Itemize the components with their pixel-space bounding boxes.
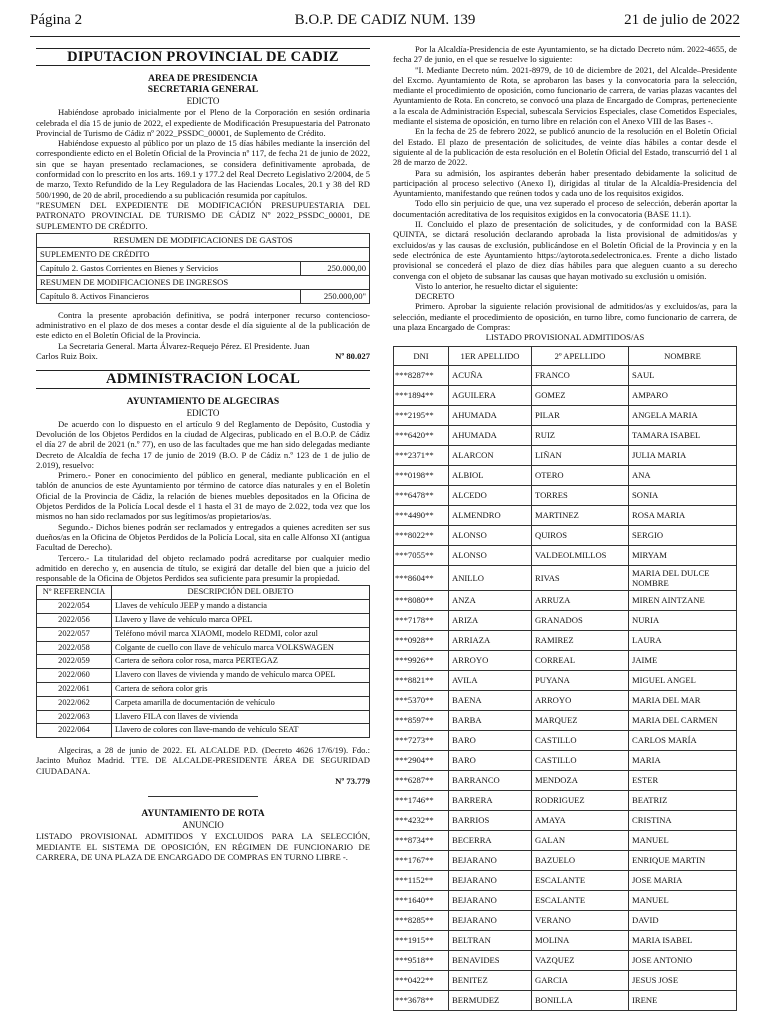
table-row: [394, 525, 737, 545]
table-row: [394, 810, 737, 830]
object-ref: 2022/059: [37, 655, 112, 669]
table-row: [394, 730, 737, 750]
cell-apellido1: ALARCON: [449, 445, 532, 465]
table-row: [394, 505, 737, 525]
table-row: [394, 930, 737, 950]
table-row: [394, 850, 737, 870]
object-ref: 2022/063: [37, 710, 112, 724]
ingresos-row-label: Capítulo 8. Activos Financieros: [37, 289, 301, 303]
ayuntamiento-heading: AYUNTAMIENTO DE ROTA: [141, 809, 265, 820]
gastos-table: [36, 233, 370, 304]
cell-nombre: MARIA: [629, 750, 737, 770]
table-row: [37, 669, 370, 683]
table-row: [394, 830, 737, 850]
paragraph: Para su admisión, los aspirantes deberán haber presentado debidamente la solicitud de participación al proceso selectivo (Anexo I), dirigidas al titular de la Alcaldía-Presidencia del Ayuntamiento, manifestando que reúnen todos y cada uno de los requisitos exigidos.: [393, 167, 737, 199]
cell-apellido2: GRANADOS: [532, 610, 629, 630]
cell-nombre: MIRYAM: [629, 545, 737, 565]
cell-apellido2: ARRUZA: [532, 590, 629, 610]
objects-col-ref: Nº REFERENCIA: [37, 586, 112, 600]
cell-dni: ***0928**: [394, 630, 449, 650]
object-ref: 2022/062: [37, 696, 112, 710]
table-row: [394, 790, 737, 810]
cell-apellido2: GOMEZ: [532, 385, 629, 405]
cell-dni: ***1746**: [394, 790, 449, 810]
object-ref: 2022/056: [37, 613, 112, 627]
cell-apellido1: BARBA: [449, 710, 532, 730]
cell-apellido2: MENDOZA: [532, 770, 629, 790]
cell-apellido1: ANILLO: [449, 565, 532, 590]
cell-nombre: JOSE ANTONIO: [629, 950, 737, 970]
table-row: [394, 890, 737, 910]
paragraph: Segundo.- Dichos bienes podrán ser reclamados y entregados a quienes acrediten ser sus dueños/as en la Oficina de Objetos Perdidos de la Policía Local, sita en calle Alfonso XI (antigua Facultad de Derecho).: [36, 521, 370, 553]
cell-apellido2: ESCALANTE: [532, 890, 629, 910]
gastos-row-label: Capítulo 2. Gastos Corrientes en Bienes y Servicios: [37, 261, 301, 275]
cell-nombre: SONIA: [629, 485, 737, 505]
table-row: [37, 600, 370, 614]
cell-nombre: ANA: [629, 465, 737, 485]
cell-dni: ***4490**: [394, 505, 449, 525]
gastos-subtitle: SUPLEMENTO DE CRÉDITO: [37, 247, 370, 261]
table-row: [394, 365, 737, 385]
cell-apellido2: BAZUELO: [532, 850, 629, 870]
cell-apellido1: BEJARANO: [449, 910, 532, 930]
left-column: [36, 44, 370, 862]
cell-dni: ***8287**: [394, 365, 449, 385]
col-apellido2: 2º APELLIDO: [532, 346, 629, 365]
cell-apellido2: GALAN: [532, 830, 629, 850]
publication-title: B.O.P. DE CADIZ NUM. 139: [294, 12, 476, 28]
cell-dni: ***8080**: [394, 590, 449, 610]
cell-nombre: ANGELA MARIA: [629, 405, 737, 425]
cell-dni: ***0198**: [394, 465, 449, 485]
object-desc: Llavero FILA con llaves de vivienda: [112, 710, 370, 724]
cell-nombre: TAMARA ISABEL: [629, 425, 737, 445]
cell-apellido1: ANZA: [449, 590, 532, 610]
table-row: [394, 405, 737, 425]
cell-apellido2: CASTILLO: [532, 730, 629, 750]
cell-dni: ***2904**: [394, 750, 449, 770]
page-number: Página 2: [30, 12, 83, 28]
table-row: [394, 565, 737, 590]
cell-dni: ***1767**: [394, 850, 449, 870]
cell-dni: ***2195**: [394, 405, 449, 425]
paragraph: Habiéndose expuesto al público por un plazo de 15 días hábiles mediante la inserción del correspondiente edicto en el Boletín Oficial de la Provincia nº 117, de fecha 21 de junio de 2022, sin que se hayan presentado reclamaciones, se considera definitivamente aprobada, de conformidad con lo prescrito en los arts. 169.1 y 177.2 del Real Decreto Legislativo 2/2004, de 5 de marzo, Texto Refundido de la Ley Reguladora de las Haciendas Locales, 20.1 y 38 del RD 500/1990, de 20 de abril, procediendo a su publicación resumida por capítulos.: [36, 138, 370, 200]
table-row: [394, 670, 737, 690]
cell-apellido2: MOLINA: [532, 930, 629, 950]
admitidos-table: [393, 346, 737, 1011]
cell-apellido1: BERMUDEZ: [449, 990, 532, 1010]
cell-nombre: SERGIO: [629, 525, 737, 545]
object-desc: Llavero y llave de vehículo marca OPEL: [112, 613, 370, 627]
table-row: [394, 990, 737, 1010]
area-heading: AREA DE PRESIDENCIA: [148, 74, 258, 85]
cell-apellido2: RAMIREZ: [532, 630, 629, 650]
cell-dni: ***8821**: [394, 670, 449, 690]
paragraph: Primero. Aprobar la siguiente relación provisional de admitidos/as y excluidos/as, para la selección, mediante el procedimiento de oposición, en turno libre, como funcionario de carrera, de una plaza Encargado de Compras:: [393, 301, 737, 333]
cell-apellido1: ALONSO: [449, 525, 532, 545]
cell-dni: ***5370**: [394, 690, 449, 710]
cell-dni: ***6287**: [394, 770, 449, 790]
edicto-heading: EDICTO: [186, 96, 220, 107]
table-row: [394, 445, 737, 465]
cell-apellido1: BARO: [449, 730, 532, 750]
cell-apellido1: BEJARANO: [449, 870, 532, 890]
cell-nombre: CRISTINA: [629, 810, 737, 830]
paragraph: LISTADO PROVISIONAL ADMITIDOS Y EXCLUIDOS PARA LA SELECCIÓN, MEDIANTE EL SISTEMA DE OPOSICIÓN, EN RÉGIMEN DE FUNCIONARIO DE CARRERA, DE UNA PLAZA DE ENCARGADO DE COMPRAS EN TURNO LIBRE -.: [36, 831, 370, 862]
table-row: [394, 610, 737, 630]
cell-apellido2: RODRIGUEZ: [532, 790, 629, 810]
cell-apellido1: ACUÑA: [449, 365, 532, 385]
cell-dni: ***6478**: [394, 485, 449, 505]
cell-apellido1: AHUMADA: [449, 425, 532, 445]
object-ref: 2022/057: [37, 627, 112, 641]
paragraph: Tercero.- La titularidad del objeto reclamado podrá acreditarse por cualquier medio admitido en derecho y, en ausencia de título, se exigirá dar detalle del bien que a juicio del responsable de la Oficina de Objetos Perdidos sea suficiente para presumir la propiedad.: [36, 552, 370, 584]
paragraph: Visto lo anterior, he resuelto dictar el siguiente:: [415, 280, 578, 291]
cell-nombre: MARIA DEL DULCE NOMBRE: [629, 565, 737, 590]
object-ref: 2022/064: [37, 724, 112, 738]
cell-apellido2: VALDEOLMILLOS: [532, 545, 629, 565]
cell-dni: ***7055**: [394, 545, 449, 565]
cell-apellido1: ARIZA: [449, 610, 532, 630]
header-rule: [30, 36, 740, 37]
paragraph: Algeciras, a 28 de junio de 2022. EL ALCALDE P.D. (Decreto 4626 17/6/19). Fdo.: Jacinto Muñoz Madrid. TTE. DE ALCALDE-PRESIDENTE ÁREA DE SEGURIDAD CIUDADANA.: [36, 745, 370, 776]
table-row: [37, 641, 370, 655]
cell-apellido1: AHUMADA: [449, 405, 532, 425]
table-row: [394, 385, 737, 405]
cell-apellido1: ALMENDRO: [449, 505, 532, 525]
cell-dni: ***1152**: [394, 870, 449, 890]
cell-nombre: JAIME: [629, 650, 737, 670]
object-desc: Cartera de señora color gris: [112, 682, 370, 696]
table-row: [37, 696, 370, 710]
cell-apellido2: LIÑAN: [532, 445, 629, 465]
paragraph: Primero.- Poner en conocimiento del público en general, mediante publicación en el tablón de anuncios de este Ayuntamiento por término de catorce días naturales y en el Boletín Oficial de la Provincia de Cádiz, la relación de bienes muebles depositados en la Oficina de Objetos Perdidos de la Policía Local desde el 1 hasta el 31 de mayo de 2.022, toda vez que los mismos no han sido reclamados por sus legítimos/as propietarios/as.: [36, 470, 370, 522]
cell-dni: ***8022**: [394, 525, 449, 545]
separator: [148, 796, 258, 797]
cell-nombre: MANUEL: [629, 890, 737, 910]
cell-apellido1: AVILA: [449, 670, 532, 690]
section-admin-local: ADMINISTRACION LOCAL: [36, 370, 370, 388]
cell-dni: ***0422**: [394, 970, 449, 990]
cell-apellido1: BENAVIDES: [449, 950, 532, 970]
cell-nombre: MARIA ISABEL: [629, 930, 737, 950]
objects-body: [37, 600, 370, 738]
cell-apellido1: BARO: [449, 750, 532, 770]
signature-name: Carlos Ruiz Boix.: [36, 351, 98, 362]
cell-apellido2: AMAYA: [532, 810, 629, 830]
cell-apellido2: ARROYO: [532, 690, 629, 710]
paragraph: II. Concluido el plazo de presentación de solicitudes, y de conformidad con la BASE QUINTA, se dictará resolución declarando aprobada la lista provisional de admitidos/as y excluidos/as y las causas de exclusión, publicándose en el Boletín Oficial de la Provincia y en la sede electrónica de este Ayuntamiento https://aytorota.sedelectronica.es. Frente a dicho listado provisional se concederá el plazo de diez días hábiles para que aleguen cuanto a su derecho convenga con el objeto de subsanar las causas que hayan motivado su exclusión u omisión.: [393, 219, 737, 281]
cell-nombre: ROSA MARIA: [629, 505, 737, 525]
gastos-row-amount: 250.000,00: [301, 261, 370, 275]
table-row: [394, 950, 737, 970]
cell-apellido2: RIVAS: [532, 565, 629, 590]
cell-apellido1: ALBIOL: [449, 465, 532, 485]
table-row: [394, 545, 737, 565]
cell-apellido1: ALCEDO: [449, 485, 532, 505]
table-row: [37, 655, 370, 669]
table-row: [394, 630, 737, 650]
cell-apellido2: TORRES: [532, 485, 629, 505]
object-desc: Teléfono móvil marca XIAOMI, modelo REDMI, color azul: [112, 627, 370, 641]
cell-apellido2: CORREAL: [532, 650, 629, 670]
cell-apellido2: PUYANA: [532, 670, 629, 690]
table-row: [37, 724, 370, 738]
cell-apellido1: BARRERA: [449, 790, 532, 810]
cell-apellido1: BENITEZ: [449, 970, 532, 990]
table-row: [394, 770, 737, 790]
objects-col-desc: DESCRIPCIÓN DEL OBJETO: [112, 586, 370, 600]
cell-apellido2: VERANO: [532, 910, 629, 930]
cell-apellido1: BARRIOS: [449, 810, 532, 830]
ingresos-subtitle: RESUMEN DE MODIFICACIONES DE INGRESOS: [37, 275, 370, 289]
table-row: [394, 870, 737, 890]
cell-nombre: NURIA: [629, 610, 737, 630]
table-row: [394, 425, 737, 445]
cell-nombre: MIGUEL ANGEL: [629, 670, 737, 690]
cell-nombre: MIREN AINTZANE: [629, 590, 737, 610]
cell-dni: ***8597**: [394, 710, 449, 730]
gastos-title: RESUMEN DE MODIFICACIONES DE GASTOS: [37, 233, 370, 247]
cell-dni: ***7273**: [394, 730, 449, 750]
cell-apellido1: ALONSO: [449, 545, 532, 565]
table-row: [394, 590, 737, 610]
table-row: [394, 465, 737, 485]
cell-dni: ***8285**: [394, 910, 449, 930]
cell-apellido2: CASTILLO: [532, 750, 629, 770]
page-header: [30, 12, 740, 34]
object-desc: Cartera de señora color rosa, marca PERTEGAZ: [112, 655, 370, 669]
publication-date: 21 de julio de 2022: [624, 12, 740, 28]
table-row: [37, 682, 370, 696]
cell-apellido1: ARROYO: [449, 650, 532, 670]
cell-apellido2: OTERO: [532, 465, 629, 485]
cell-dni: ***6420**: [394, 425, 449, 445]
paragraph: "RESUMEN DEL EXPEDIENTE DE MODIFICACIÓN PRESUPUESTARIA DEL PATRONATO PROVINCIAL DE TURISMO DE CÁDIZ Nº 2022_PSSDC_00001, DE SUPLEMENTO DE CRÉDITO.: [36, 199, 370, 231]
object-desc: Llavero con llaves de vivienda y mando de vehículo marca OPEL: [112, 669, 370, 683]
secretaria-heading: SECRETARIA GENERAL: [147, 85, 259, 96]
cell-dni: ***9518**: [394, 950, 449, 970]
ayuntamiento-heading: AYUNTAMIENTO DE ALGECIRAS: [126, 396, 280, 407]
section-diputacion: DIPUTACION PROVINCIAL DE CADIZ: [36, 48, 370, 66]
cell-dni: ***1894**: [394, 385, 449, 405]
cell-nombre: SAUL: [629, 365, 737, 385]
cell-nombre: MARIA DEL CARMEN: [629, 710, 737, 730]
table-row: [394, 750, 737, 770]
cell-nombre: MANUEL: [629, 830, 737, 850]
table-row: [37, 627, 370, 641]
table-row: [37, 710, 370, 724]
announcement-number: Nº 73.779: [335, 776, 370, 787]
object-ref: 2022/060: [37, 669, 112, 683]
cell-apellido2: BONILLA: [532, 990, 629, 1010]
cell-dni: ***2371**: [394, 445, 449, 465]
object-ref: 2022/058: [37, 641, 112, 655]
cell-apellido1: BARRANCO: [449, 770, 532, 790]
cell-apellido1: ARRIAZA: [449, 630, 532, 650]
anuncio-heading: ANUNCIO: [182, 820, 224, 831]
paragraph: Todo ello sin perjuicio de que, una vez superado el proceso de selección, deberán aportar la documentación acreditativa de los requisitos exigidos en la convocatoria (BASE 11.1).: [393, 198, 737, 219]
cell-apellido2: QUIROS: [532, 525, 629, 545]
paragraph: En la fecha de 25 de febrero 2022, se publicó anuncio de la resolución en el Boletín Oficial del Estado. El plazo de presentación de solicitudes, de veinte días hábiles a contar desde el siguiente al de la publicación de esta resolución en el Boletín Oficial del Estado, transcurrió del 1 al 28 de marzo de 2022.: [393, 126, 737, 168]
table-row: [394, 910, 737, 930]
cell-apellido2: GARCIA: [532, 970, 629, 990]
edicto-heading: EDICTO: [186, 407, 220, 418]
cell-dni: ***8734**: [394, 830, 449, 850]
cell-apellido1: BELTRAN: [449, 930, 532, 950]
table-row: [37, 613, 370, 627]
cell-apellido1: AGUILERA: [449, 385, 532, 405]
paragraph: Contra la presente aprobación definitiva, se podrá interponer recurso contencioso-administrativo en el plazo de dos meses a contar desde el día siguiente al de la publicación de este edicto en el Boletín Oficial de la Provincia.: [36, 309, 370, 341]
table-row: [394, 485, 737, 505]
paragraph: De acuerdo con lo dispuesto en el artículo 9 del Reglamento de Depósito, Custodia y Devolución de los Objetos Perdidos en la ciudad de Algeciras, publicado en el B.O.P. de Cádiz el día 27 de abril de 2021 (n.º 77), en uso de las facultades que me han sido delegadas mediante Decreto de Alcaldía de fecha 17 de junio de 2019 (B.O. P de Cádiz n.º 123 de 1 de julio de 2.019), resuelvo:: [36, 418, 370, 470]
cell-nombre: JULIA MARIA: [629, 445, 737, 465]
cell-dni: ***1640**: [394, 890, 449, 910]
object-desc: Carpeta amarilla de documentación de vehículo: [112, 696, 370, 710]
cell-dni: ***4232**: [394, 810, 449, 830]
cell-dni: ***7178**: [394, 610, 449, 630]
paragraph: Habiéndose aprobado inicialmente por el Pleno de la Corporación en sesión ordinaria celebrada el día 15 de junio de 2022, el expediente de Modificación Presupuestaria del Patronato Provincial de Turismo de Cádiz nº 2022_PSSDC_00001, de Suplemento de Crédito.: [36, 107, 370, 138]
cell-dni: ***3678**: [394, 990, 449, 1010]
object-ref: 2022/054: [37, 600, 112, 614]
cell-nombre: AMPARO: [629, 385, 737, 405]
cell-dni: ***8604**: [394, 565, 449, 590]
cell-apellido1: BEJARANO: [449, 890, 532, 910]
cell-apellido1: BEJARANO: [449, 850, 532, 870]
paragraph: La Secretaria General. Marta Álvarez-Requejo Pérez. El Presidente. Juan: [58, 340, 310, 351]
col-nombre: NOMBRE: [629, 346, 737, 365]
table-row: [394, 650, 737, 670]
object-ref: 2022/061: [37, 682, 112, 696]
cell-nombre: ENRIQUE MARTIN: [629, 850, 737, 870]
cell-apellido1: BECERRA: [449, 830, 532, 850]
objects-table: [36, 585, 370, 738]
paragraph: DECRETO: [415, 291, 455, 302]
table-row: [394, 970, 737, 990]
cell-apellido2: MARTINEZ: [532, 505, 629, 525]
col-apellido1: 1ER APELLIDO: [449, 346, 532, 365]
cell-apellido1: BAENA: [449, 690, 532, 710]
cell-nombre: CARLOS MARÍA: [629, 730, 737, 750]
right-column: [393, 44, 737, 1011]
cell-nombre: IRENE: [629, 990, 737, 1010]
cell-nombre: BEATRIZ: [629, 790, 737, 810]
announcement-number: Nº 80.027: [335, 351, 370, 362]
cell-apellido2: PILAR: [532, 405, 629, 425]
col-dni: DNI: [394, 346, 449, 365]
cell-apellido2: FRANCO: [532, 365, 629, 385]
object-desc: Llavero de colores con llave-mando de vehículo SEAT: [112, 724, 370, 738]
cell-apellido2: ESCALANTE: [532, 870, 629, 890]
table-row: [394, 710, 737, 730]
cell-apellido2: VAZQUEZ: [532, 950, 629, 970]
object-desc: Colgante de cuello con llave de vehículo marca VOLKSWAGEN: [112, 641, 370, 655]
cell-nombre: JOSE MARIA: [629, 870, 737, 890]
signature-line: [36, 351, 370, 361]
cell-nombre: MARIA DEL MAR: [629, 690, 737, 710]
cell-nombre: LAURA: [629, 630, 737, 650]
cell-nombre: JESUS JOSE: [629, 970, 737, 990]
cell-nombre: DAVID: [629, 910, 737, 930]
cell-apellido2: RUIZ: [532, 425, 629, 445]
object-desc: Llaves de vehículo JEEP y mando a distancia: [112, 600, 370, 614]
cell-dni: ***9926**: [394, 650, 449, 670]
cell-apellido2: MARQUEZ: [532, 710, 629, 730]
list-title: LISTADO PROVISIONAL ADMITIDOS/AS: [485, 332, 645, 343]
table-row: [394, 690, 737, 710]
ingresos-row-amount: 250.000,00": [301, 289, 370, 303]
admitidos-body: [394, 365, 737, 1010]
cell-nombre: ESTER: [629, 770, 737, 790]
paragraph: "I. Mediante Decreto núm. 2021-8979, de 10 de diciembre de 2021, del Alcalde–Presidente del Excmo. Ayuntamiento de Rota, se aprobaron las bases y la convocatoria para la selección, mediante el procedimiento de oposición, como funcionario de carrera, de varias plazas vacantes del Ayuntamiento de Rota. En concreto, se convocó una plaza de Encargado de Compras, perteneciente a la escala de Administración Especial, subescala Servicios Especiales, clase Cometidos Especiales, mediante el sistema de oposición, en turno libre en relación con el Anexo VIII de las Bases -.: [393, 64, 737, 127]
paragraph: Por la Alcaldía-Presidencia de este Ayuntamiento, se ha dictado Decreto núm. 2022-4655, de fecha 27 de junio, en el que se resuelve lo siguiente:: [393, 44, 737, 65]
cell-dni: ***1915**: [394, 930, 449, 950]
